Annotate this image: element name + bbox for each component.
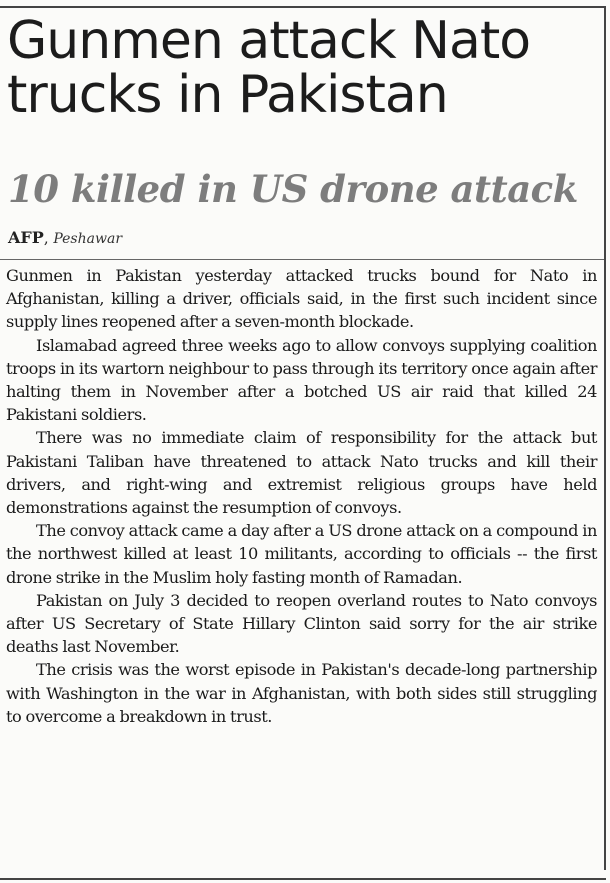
paragraph-6: The crisis was the worst episode in Pakistan's decade-long partnership with Washington in the war in Afghanistan, with both sides still struggling to overcome a breakdown in trust. [6,660,597,726]
paragraph-3: There was no immediate claim of responsibility for the attack but Pakistani Taliban have threatened to attack Nato trucks and kill their drivers, and right-wing and extremist religious groups have held demonstrations against the resumption of convoys. [6,428,597,518]
subheadline: 10 killed in US drone attack [8,167,578,211]
headline: Gunmen attack Nato trucks in Pakistan [7,11,531,125]
right-border-rule [604,6,606,870]
paragraph-4: The convoy attack came a day after a US drone attack on a compound in the northwest killed at least 10 militants, according to officials -- the first drone strike in the Muslim holy fasting month of Ramadan. [6,521,597,587]
byline [8,228,122,249]
paragraph-5: Pakistan on July 3 decided to reopen overland routes to Nato convoys after US Secretary of State Hillary Clinton said sorry for the air strike deaths last November. [6,590,597,657]
bottom-border-rule [0,878,606,880]
byline-divider [0,259,604,260]
byline-dateline: Peshawar [53,231,123,247]
byline-agency: AFP [8,228,44,247]
article-body [6,264,597,728]
top-border-rule [0,6,604,8]
paragraph-1: Gunmen in Pakistan yesterday attacked trucks bound for Nato in Afghanistan, killing a driver, officials said, in the first such incident since supply lines reopened after a seven-month blockade. [6,266,597,332]
paragraph-2: Islamabad agreed three weeks ago to allow convoys supplying coalition troops in its wartorn neighbour to pass through its territory once again after halting them in November after a botched US air raid that killed 24 Pakistani soldiers. [6,335,597,425]
byline-separator: , [43,229,54,247]
